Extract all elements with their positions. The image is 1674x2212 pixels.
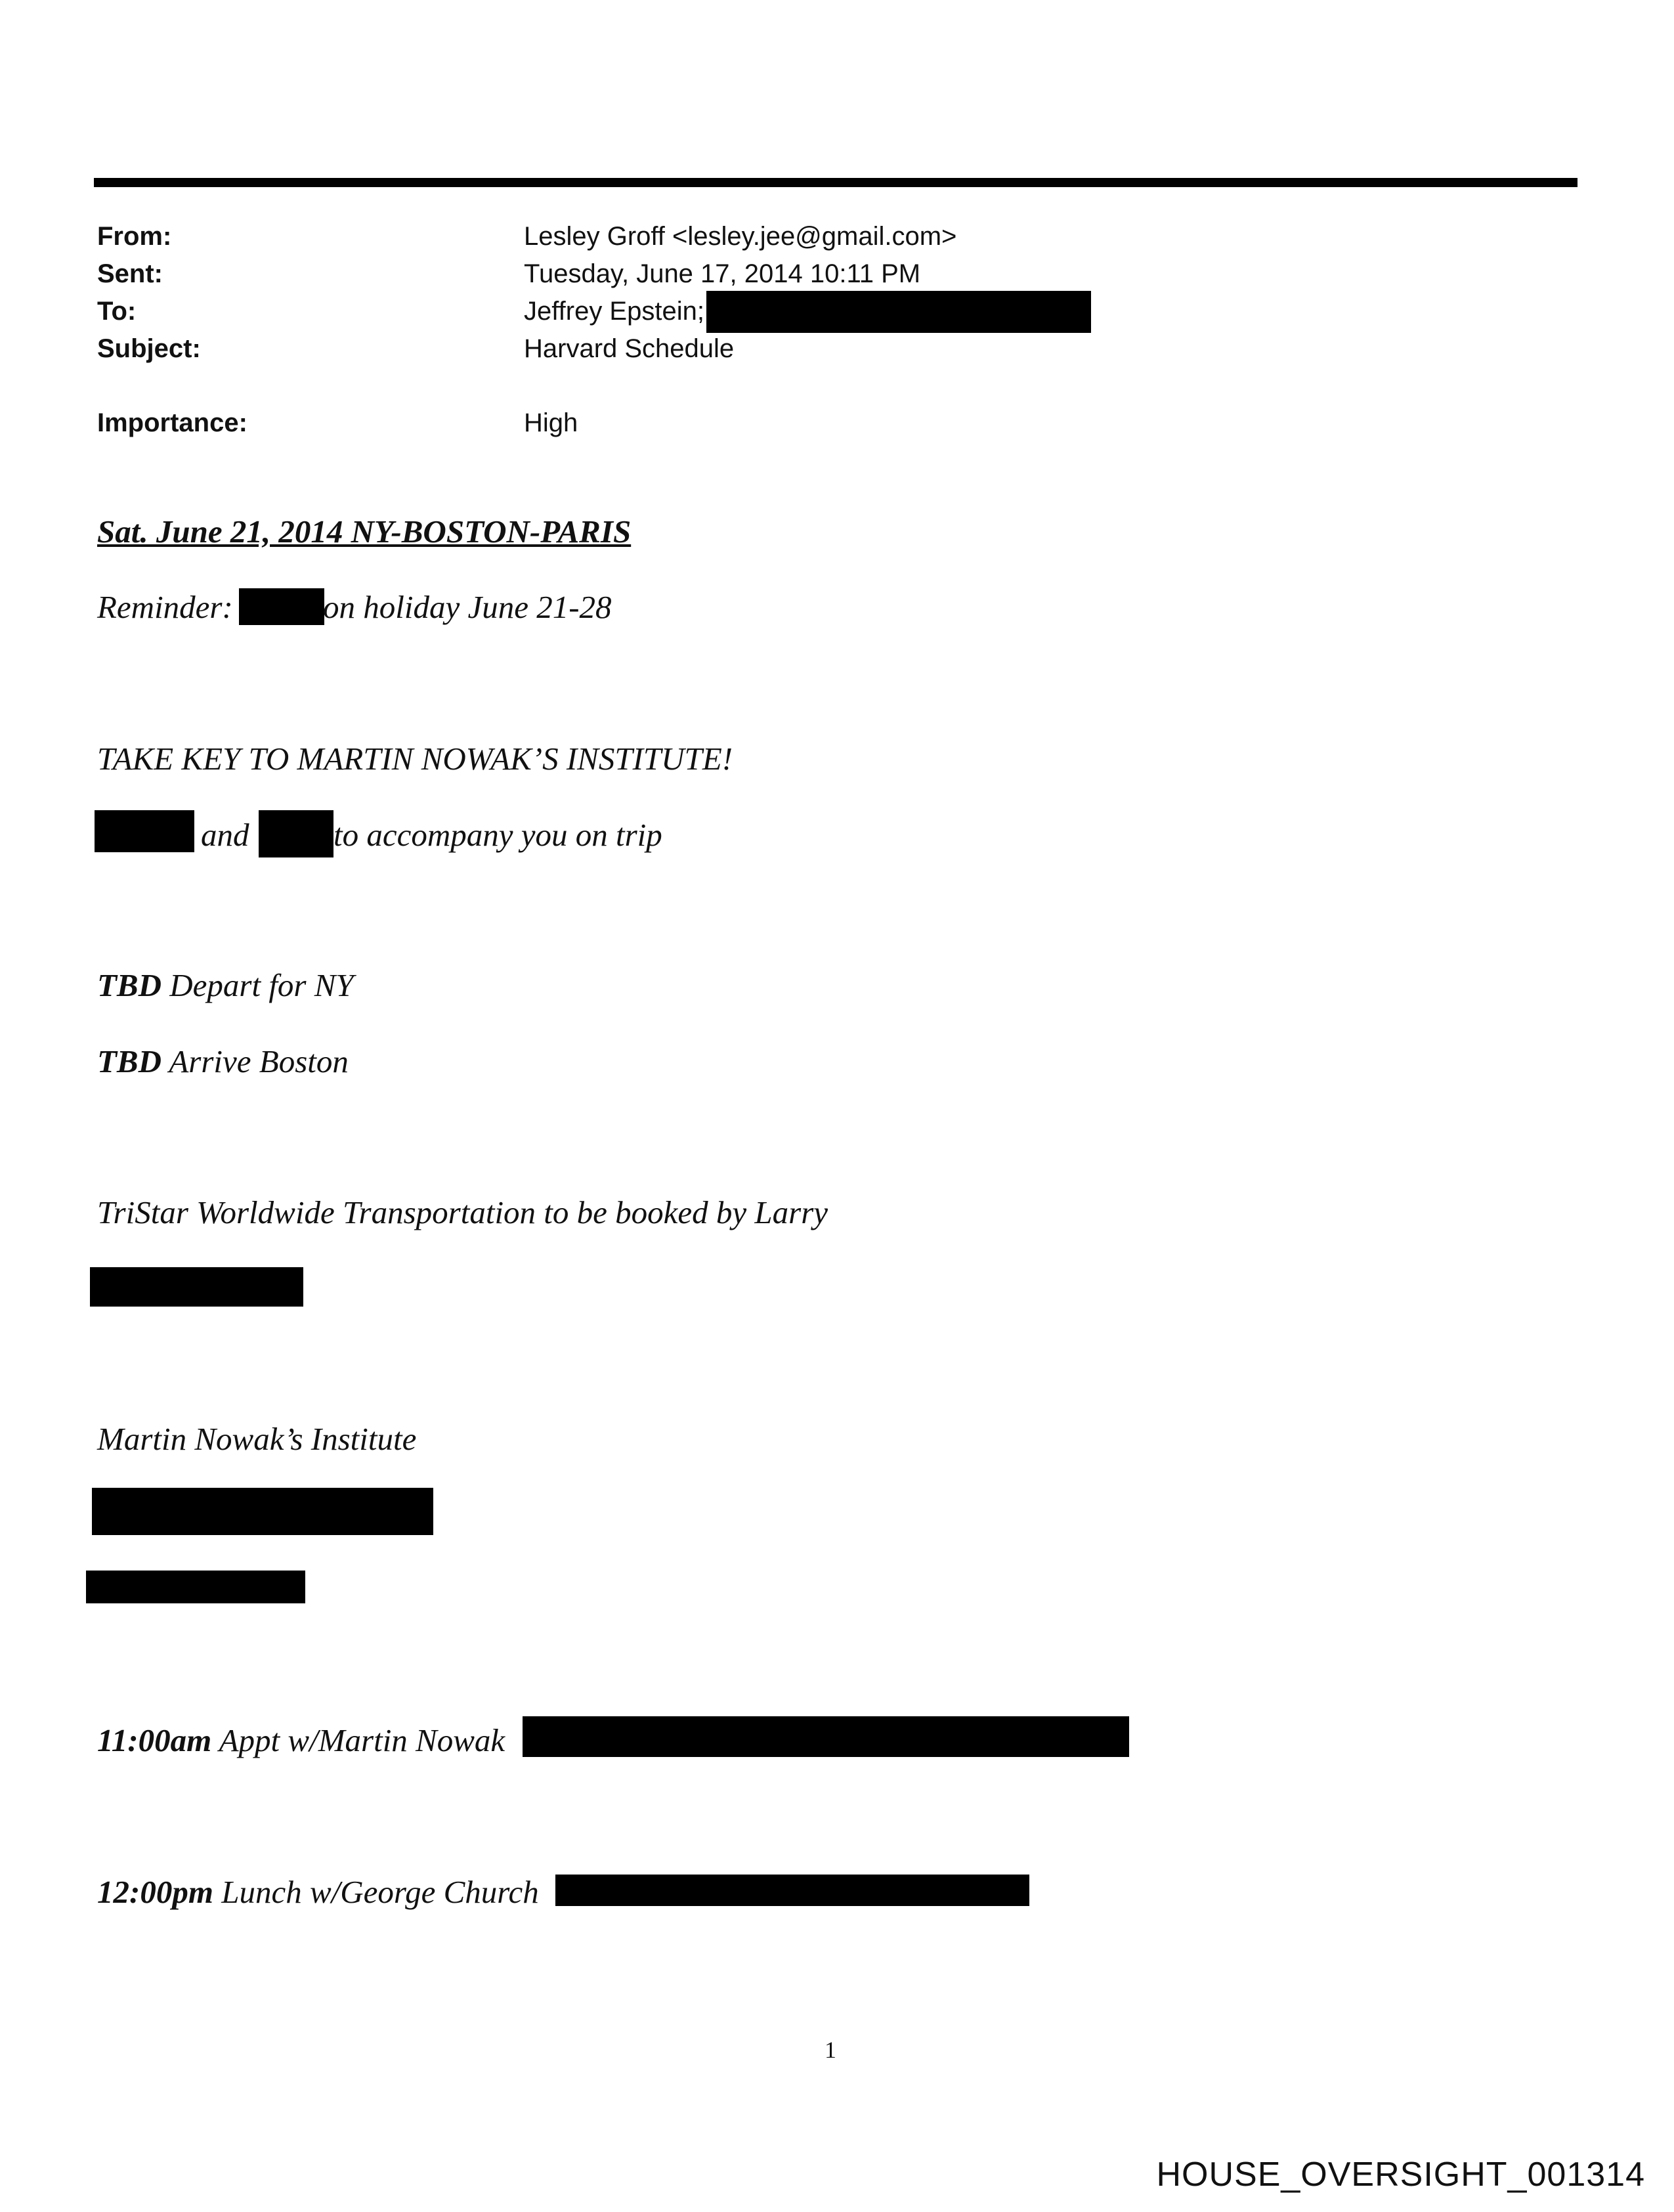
appt-text: Appt w/Martin Nowak [211, 1722, 505, 1758]
redaction-companion-1 [95, 810, 194, 852]
bates-number: HOUSE_OVERSIGHT_001314 [1156, 2156, 1645, 2194]
redaction-transport-detail [90, 1267, 303, 1307]
depart-line [97, 966, 354, 1005]
importance-value: High [524, 408, 578, 437]
page-number: 1 [825, 2037, 836, 2063]
subject-label: Subject: [97, 334, 201, 363]
arrive-time: TBD [97, 1043, 161, 1079]
lunch-time: 12:00pm [97, 1874, 213, 1910]
institute-name: Martin Nowak’s Institute [97, 1421, 417, 1457]
reminder-prefix: Reminder: [97, 589, 233, 625]
to-label: To: [97, 297, 137, 326]
arrive-text: Arrive Boston [161, 1043, 349, 1079]
sent-label: Sent: [97, 259, 163, 288]
redaction-reminder-name [239, 588, 324, 625]
redaction-companion-2 [259, 810, 333, 857]
appt-time: 11:00am [97, 1722, 212, 1758]
arrive-line [97, 1042, 349, 1081]
from-label: From: [97, 222, 172, 251]
redaction-lunch-contact [555, 1875, 1029, 1906]
header-rule [94, 178, 1577, 187]
sent-value: Tuesday, June 17, 2014 10:11 PM [524, 259, 921, 288]
importance-label: Importance: [97, 408, 247, 437]
reminder-suffix: on holiday June 21-28 [323, 589, 612, 625]
from-value: Lesley Groff <lesley.jee@gmail.com> [524, 222, 957, 251]
redaction-institute-address-1 [92, 1488, 433, 1535]
lunch-text: Lunch w/George Church [213, 1874, 539, 1910]
subject-value: Harvard Schedule [524, 334, 735, 363]
redaction-institute-address-2 [86, 1571, 305, 1603]
lunch-line [97, 1873, 539, 1912]
depart-text: Depart for NY [161, 967, 354, 1003]
accompany-suffix: to accompany you on trip [333, 817, 662, 853]
accompany-and: and [201, 817, 249, 853]
transport-note: TriStar Worldwide Transportation to be booked by Larry [97, 1194, 828, 1230]
appt-line [97, 1721, 505, 1760]
redaction-appt-contact [523, 1716, 1129, 1757]
depart-time: TBD [97, 967, 161, 1003]
date-heading: Sat. June 21, 2014 NY-BOSTON-PARIS [97, 513, 632, 550]
take-key-note: TAKE KEY TO MARTIN NOWAK’S INSTITUTE! [97, 741, 733, 777]
redaction-to-recipient [706, 291, 1091, 333]
to-value: Jeffrey Epstein; [524, 297, 704, 326]
